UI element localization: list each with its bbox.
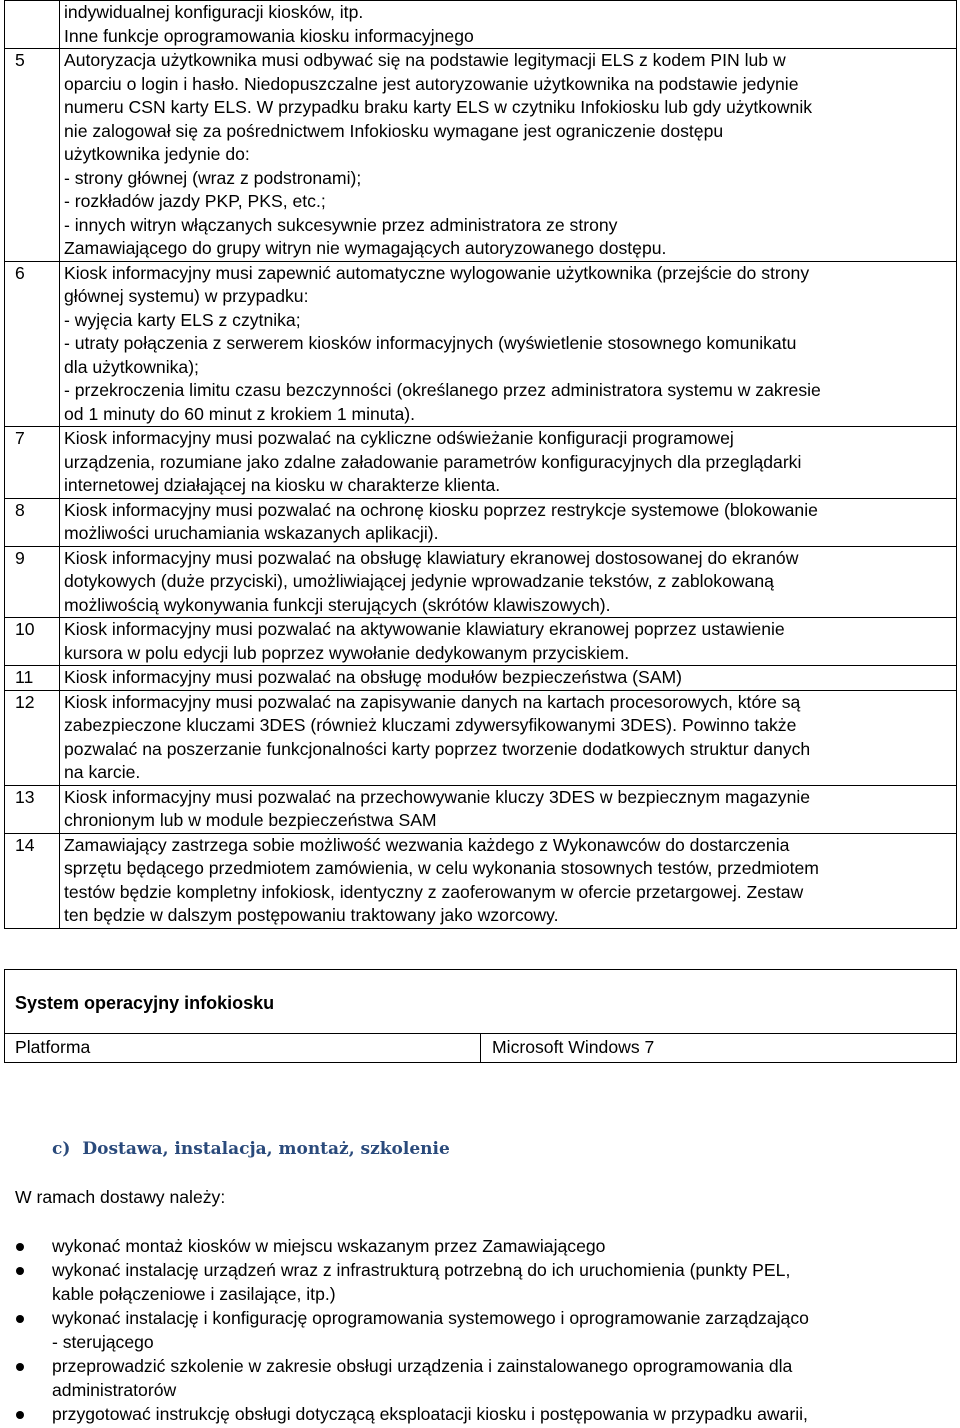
requirement-number: 10 (5, 618, 60, 666)
requirement-number: 5 (5, 49, 60, 262)
requirement-text (60, 785, 957, 833)
requirement-line: ten będzie w dalszym postępowaniu traktowany jako wzorcowy. (64, 905, 559, 925)
section-c-heading (52, 1136, 450, 1162)
delivery-bullet-list (0, 1234, 960, 1426)
requirement-text (60, 498, 957, 546)
requirement-text (60, 618, 957, 666)
requirement-row (5, 666, 957, 691)
requirement-row (5, 427, 957, 499)
requirement-number (5, 1, 60, 49)
requirement-number: 9 (5, 546, 60, 618)
requirement-line: internetowej działającej na kiosku w charakterze klienta. (64, 475, 501, 495)
bullet-text-line: wykonać montaż kiosków w miejscu wskazanym przez Zamawiającego (52, 1236, 606, 1256)
requirement-row (5, 261, 957, 427)
bullet-dot-icon (16, 1411, 24, 1419)
requirement-row (5, 785, 957, 833)
requirement-row (5, 1, 957, 49)
requirement-line: użytkownika jedynie do: (64, 144, 250, 164)
requirement-line: Kiosk informacyjny musi pozwalać na aktywowanie klawiatury ekranowej poprzez ustawienie (64, 619, 785, 639)
bullet-text-line: wykonać instalację i konfigurację oprogramowania systemowego i oprogramowanie zarządzająco (52, 1308, 809, 1328)
bullet-dot-icon (16, 1363, 24, 1371)
requirement-text (60, 1, 957, 49)
requirement-line: - strony głównej (wraz z podstronami); (64, 167, 362, 188)
os-table (4, 969, 957, 1063)
requirement-line: - innych witryn włączanych sukcesywnie przez administratora ze strony (64, 214, 618, 235)
requirement-number: 11 (5, 666, 60, 691)
bullet-dot-icon (16, 1315, 24, 1323)
requirement-line: pozwalać na poszerzanie funkcjonalności karty poprzez tworzenie dodatkowych struktur danych (64, 738, 811, 759)
requirement-line: Kiosk informacyjny musi pozwalać na obsługę modułów bezpieczeństwa (SAM) (64, 667, 683, 687)
requirement-line: Zamawiający zastrzega sobie możliwość wezwania każdego z Wykonawców do dostarczenia (64, 834, 790, 855)
requirement-text (60, 427, 957, 499)
requirement-line: Autoryzacja użytkownika musi odbywać się na podstawie legitymacji ELS z kodem PIN lub w (64, 50, 786, 70)
delivery-bullet-item (0, 1234, 960, 1258)
requirement-number: 8 (5, 498, 60, 546)
delivery-bullet-item (0, 1306, 960, 1354)
requirement-row (5, 833, 957, 928)
requirement-line: - wyjęcia karty ELS z czytnika; (64, 309, 301, 330)
requirement-number: 12 (5, 690, 60, 785)
requirement-line: - przekroczenia limitu czasu bezczynności (określanego przez administratora systemu w zakresie (64, 380, 821, 400)
requirement-row (5, 690, 957, 785)
delivery-bullet-item (0, 1354, 960, 1402)
requirement-row (5, 546, 957, 618)
requirements-table (4, 0, 957, 929)
requirement-text (60, 833, 957, 928)
requirement-line: kursora w polu edycji lub poprzez wywołanie dedykowanym przyciskiem. (64, 642, 630, 663)
requirement-line: Kiosk informacyjny musi pozwalać na przechowywanie kluczy 3DES w bezpiecznym magazynie (64, 786, 811, 807)
requirement-line: oparciu o login i hasło. Niedopuszczalne jest autoryzowanie użytkownika na podstawie jedynie (64, 73, 799, 94)
os-platform-label: Platforma (5, 1034, 481, 1063)
requirement-number: 6 (5, 261, 60, 427)
os-table-title: System operacyjny infokiosku (15, 993, 275, 1013)
requirement-line: nie zalogował się za pośrednictwem Infokiosku wymagane jest ograniczenie dostępu (64, 120, 724, 141)
section-c-title: Dostawa, instalacja, montaż, szkolenie (82, 1139, 450, 1159)
requirement-line: Kiosk informacyjny musi pozwalać na zapisywanie danych na kartach procesorowych, które są (64, 691, 801, 712)
requirement-text (60, 261, 957, 427)
requirement-line: głównej systemu) w przypadku: (64, 286, 309, 306)
bullet-dot-icon (16, 1243, 24, 1251)
os-platform-value: Microsoft Windows 7 (481, 1034, 957, 1063)
requirement-row (5, 498, 957, 546)
requirement-text (60, 690, 957, 785)
delivery-bullet-item (0, 1258, 960, 1306)
requirement-line: Kiosk informacyjny musi pozwalać na cykliczne odświeżanie konfiguracji programowej (64, 428, 734, 448)
os-table-header (5, 970, 957, 1034)
bullet-text-line: administratorów (52, 1380, 177, 1400)
requirement-line: na karcie. (64, 762, 141, 782)
requirement-text (60, 546, 957, 618)
requirement-line: Kiosk informacyjny musi pozwalać na obsługę klawiatury ekranowej dostosowanej do ekranów (64, 547, 799, 568)
requirement-line: Kiosk informacyjny musi pozwalać na ochronę kiosku poprzez restrykcje systemowe (blokowanie (64, 499, 818, 520)
requirement-line: testów będzie kompletny infokiosk, identyczny z zaoferowanym w ofercie przetargowej. Zestaw (64, 881, 804, 902)
section-c-marker: c) (52, 1139, 71, 1159)
bullet-text-line: kable połączeniowe i zasilające, itp.) (52, 1284, 336, 1304)
requirement-row (5, 618, 957, 666)
requirement-line: sprzętu będącego przedmiotem zamówienia, w celu wykonania stosownych testów, przedmiotem (64, 858, 819, 878)
requirement-line: indywidualnej konfiguracji kiosków, itp. (64, 2, 364, 22)
bullet-text-line: przygotować instrukcję obsługi dotyczącą eksploatacji kiosku i postępowania w przypadku awarii, (52, 1404, 808, 1424)
requirement-number: 13 (5, 785, 60, 833)
requirement-text (60, 666, 957, 691)
requirement-line: możliwością wykonywania funkcji sterujących (skrótów klawiszowych). (64, 594, 611, 615)
bullet-text-line: przeprowadzić szkolenie w zakresie obsługi urządzenia i zainstalowanego oprogramowania dla (52, 1356, 793, 1376)
bullet-text-line: wykonać instalację urządzeń wraz z infrastrukturą potrzebną do ich uruchomienia (punkty PEL, (52, 1260, 791, 1280)
requirement-line: możliwości uruchamiania wskazanych aplikacji). (64, 523, 439, 543)
requirement-line: Zamawiającego do grupy witryn nie wymagających autoryzowanego dostępu. (64, 238, 667, 258)
requirement-line: urządzenia, rozumiane jako zdalne załadowanie parametrów konfiguracyjnych dla przeglądarki (64, 451, 802, 472)
section-c-intro: W ramach dostawy należy: (15, 1187, 226, 1207)
requirement-line: dla użytkownika); (64, 356, 199, 377)
requirement-number: 14 (5, 833, 60, 928)
requirement-line: numeru CSN karty ELS. W przypadku braku karty ELS w czytniku Infokiosku lub gdy użytkownik (64, 97, 813, 117)
bullet-dot-icon (16, 1267, 24, 1275)
requirement-text (60, 49, 957, 262)
requirement-line: Inne funkcje oprogramowania kiosku informacyjnego (64, 25, 474, 46)
requirement-line: od 1 minuty do 60 minut z krokiem 1 minuta). (64, 403, 416, 424)
requirement-line: zabezpieczone kluczami 3DES (również kluczami zdywersyfikowanymi 3DES). Powinno także (64, 715, 797, 735)
requirement-line: dotykowych (duże przyciski), umożliwiającej jedynie wprowadzanie tekstów, z zablokowaną (64, 571, 774, 591)
requirement-line: Kiosk informacyjny musi zapewnić automatyczne wylogowanie użytkownika (przejście do strony (64, 262, 810, 283)
requirement-number: 7 (5, 427, 60, 499)
bullet-text-line: - sterującego (52, 1332, 154, 1352)
delivery-bullet-item (0, 1402, 960, 1426)
requirement-line: - utraty połączenia z serwerem kiosków informacyjnych (wyświetlenie stosownego komunikatu (64, 333, 797, 353)
requirement-line: chronionym lub w module bezpieczeństwa SAM (64, 810, 437, 830)
requirement-line: - rozkładów jazdy PKP, PKS, etc.; (64, 191, 326, 211)
requirement-row (5, 49, 957, 262)
